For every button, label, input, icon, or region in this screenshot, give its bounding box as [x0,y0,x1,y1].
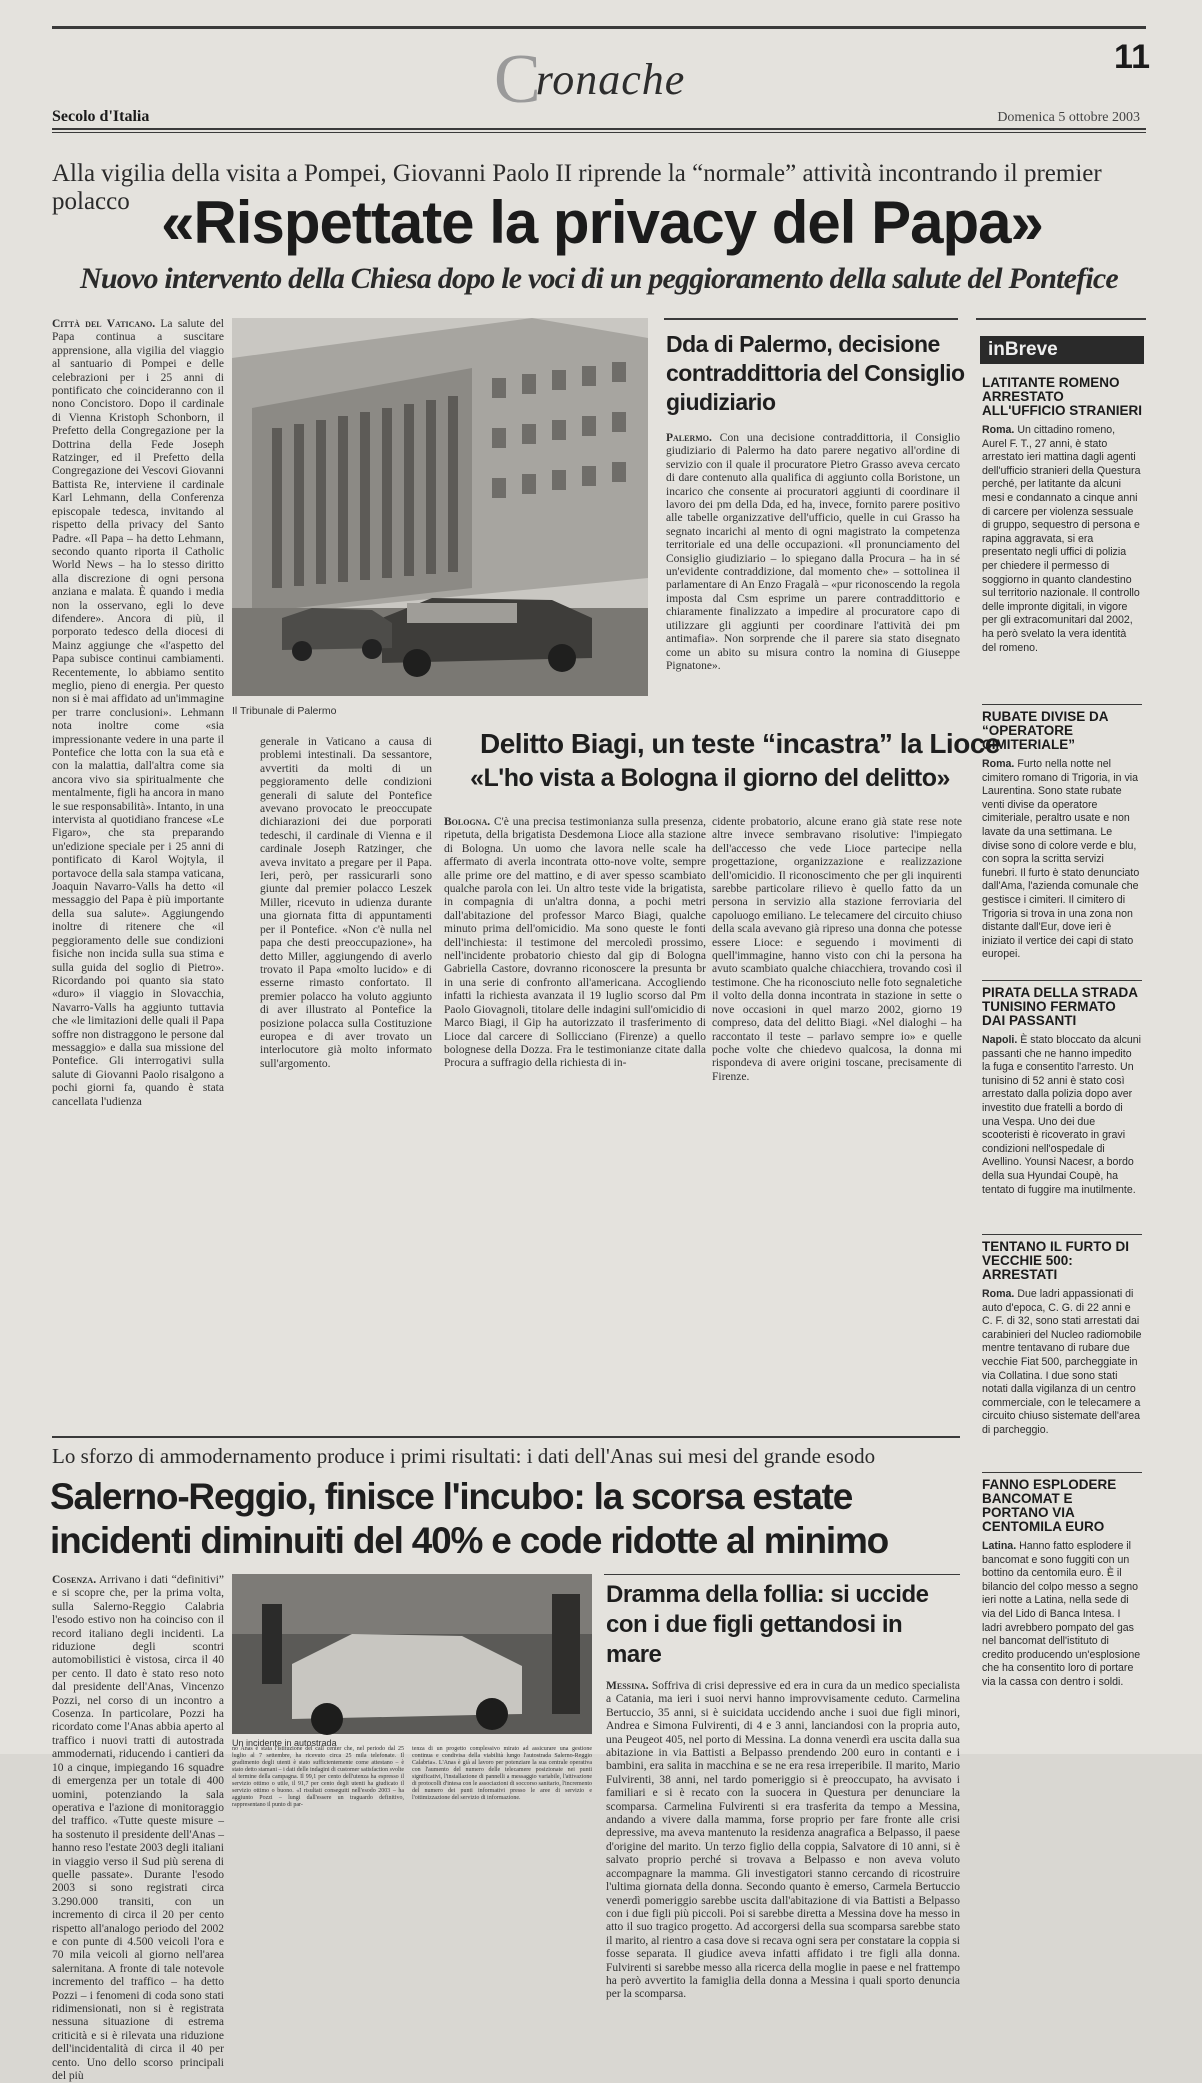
sidebar-item-body [982,1034,1142,1197]
salerno-kicker: Lo sforzo di ammodernamento produce i primi risultati: i dati dell'Anas sui mesi del grande esodo [52,1444,876,1468]
messina-dateline: Messina. [606,1680,649,1692]
top-story-body-2: generale in Vaticano a causa di problemi intestinali. Da sessantore, avvertiti da molti di un peggioramento delle condizioni generali di salute del Pontefice avevano provocato le preoccupate dichiarazioni dei due porporati tedeschi, il cardinale di Vienna e il cardinale Joseph Ratzinger, che aveva invitato a pregare per il Papa. Ieri, però, per rassicurarli sono giunte dal premier polacco Leszek Miller, ricevuto in udienza durante una giornata fitta di appuntamenti per il Pontefice. «Non c'è nulla nel papa che desti preoccupazione», ha detto Miller, aggiungendo di averlo trovato il Papa «molto lucido» e di esserne rimasto confortato. Il premier polacco ha voluto aggiunto di aver illustrato al Pontefice la posizione polacca sulla Costituzione europea e di aver trovato un interlocutore già molto informato sull'argomento. [260,736,432,1070]
palermo-body-text: Con una decisione contraddittoria, il Consiglio giudiziario di Palermo ha dato parere negativo all'ordine di servizio con il quale il procuratore Pietro Grasso aveva cercato di dare contenuto alla qualifica di aggiunto colla Boristone, un incarico che consente ai procuratori aggiunti di coordinare il lavoro dei pm della Dda, ed ha, invece, fornito parere positivo alle tabelle organizzative dell'ufficio, quelle in cui Grasso ha segnato incarichi al mento di ogni magistrato la competenza territoriale ed una delle occupazioni. «Il pronunciamento del Consiglio giudiziario – lo spiegano dalla Procura – ha in sé un'evidente contraddizione, dal momento che» – sottolinea il parlamentare di An Enzo Fragalà – «pur riconoscendo la regola imposta dal Csm esprime un parere contraddittorio e chiaramente finalizzato a impedire al procuratore capo di utilizzare gli aggiunti per coordinare l'attività dei pm antimafia». Non sorprende che il parere sia stato disegnato come un abito su misura contro la nomina di Giuseppe Pignatone». [666,432,961,672]
top-story-dateline: Città del Vaticano. [52,318,156,330]
sidebar-item-body [982,758,1142,962]
palermo-body [666,432,960,702]
top-rule [52,26,1146,29]
sidebar-item-1 [982,376,1142,696]
car-crash-illustration [232,1574,592,1734]
section-title [494,40,685,120]
sidebar-item-text: Due ladri appassionati di auto d'epoca, C. G. di 22 anni e C. F. di 32, sono stati arrestati dai carabinieri del Nucleo radiomobile mentre tentavano di rubare due vecchie Fiat 500, parcheggiate in via Collatina. I due sono stati notati dalla vigilanza di un centro commerciale, con le telecamere a circuito chiuso sistemate dell'area di parcheggio. [982,1288,1142,1436]
sidebar-item-2 [982,710,1142,970]
header-rule [52,128,1146,130]
messina-headline: Dramma della follia: si uccide con i due figli gettandosi in mare [606,1581,929,1668]
salerno-column-3 [412,1746,592,1801]
photo-tribunale-caption: Il Tribunale di Palermo [232,705,337,717]
photo-incidente [232,1574,592,1734]
sidebar-item-5 [982,1478,1142,1740]
photo-incidente-caption: Un incidente in autostrada [232,1738,337,1748]
salerno-column-1 [52,1574,224,2083]
sidebar-item-lead: Latina. [982,1540,1017,1552]
top-story-column-2 [260,736,432,1426]
salerno-body-3: tenza di un progetto complessivo mirato ad assicurare una gestione continua e condivisa della viabilità lungo l'autostrada Salerno-Reggio Calabria». L'Anas è già al lavoro per potenziare la sua centrale operativa con l'aumento del numero delle telecamere posizionate nei punti significativi, l'installazione di pannelli a messaggio variabile, l'attivazione di protocolli d'intesa con le associazioni di soccorso sanitario, l'incremento del numero dei punti informativi presso le aree di servizio e l'ottimizzazione del servizio di informazione. [412,1746,592,1801]
biagi-headline-2: «L'ho vista a Bologna il giorno del delitto» [470,764,950,792]
sidebar-item-text: Un cittadino romeno, Aurel F. T., 27 anni, è stato arrestato ieri mattina dagli agenti dell'ufficio stranieri della Questura perché, per latitante da alcuni mesi e condannato a cinque anni di carcere per violenza sessuale di gruppo, sequestro di persona e rapina aggravata, si era presentato negli uffici di polizia per chiedere il permesso di soggiorno in quanto clandestino sul territorio nazionale. Il controllo delle impronte digitali, in vigore per gli extracomunitari dal 2002, ha però svelato la vera identità del romeno. [982,424,1141,654]
sidebar-item-4 [982,1240,1142,1466]
sidebar-item-text: Hanno fatto esplodere il bancomat e sono fuggiti con un bottino da centomila euro. È il bilancio del colpo messo a segno ieri notte a Latina, nella sede di via del Lido di Banca Intesa. I ladri avrebbero pompato del gas nel bancomat dell'istituto di credito producendo un'esplosione che ha consentito loro di portare via la cassa con dentro i soldi. [982,1540,1141,1688]
top-story-column-1 [52,318,224,1426]
salerno-headline-2: incidenti diminuiti del 40% e code ridotte al minimo [50,1520,889,1561]
photo-tribunale [232,318,648,696]
biagi-dateline: Bologna. [444,816,491,828]
section-title-initial: C [494,41,542,118]
salerno-body-1: Arrivano i dati “definitivi” e si scopre che, per la prima volta, sulla Salerno-Reggio Calabria l'esodo estivo non ha coinciso con il record italiano degli incidenti. La riduzione degli scontri automobilistici è vistosa, circa il 40 per cento. Il dato è stato reso noto dal presidente dell'Anas, Vincenzo Pozzi, nel corso di un incontro a Cosenza. In particolare, Pozzi ha ricordato come l'Anas abbia aperto al traffico i nuovi tratti di autostrada ammodernati, riducendo i cantieri da 10 a cinque, impiegando 16 squadre di emergenza per un totale di 400 uomini, potenziando la sala operativa e l'azione di monitoraggio del traffico. «Tutte queste misure – ha sostenuto il presidente dell'Anas – hanno reso l'estate 2003 degli italiani in viaggio verso il Sud più serena di quelle passate». Durante l'esodo 2003 si sono registrati circa 3.290.000 transiti, con un incremento di circa il 20 per cento rispetto all'analogo periodo del 2002 e con punte di 4.500 veicoli l'ora e 70 mila veicoli al giorno nell'area salernitana. A fronte di tale notevole incremento del traffico – ha detto Pozzi – i fenomeni di coda sono stati ridimensionati, non si è registrata nessuna situazione di estrema criticità e si è rilevata una riduzione dell'incidentalità di circa il 40 per cento. Uno dello scorso principali del più [52,1574,224,2083]
messina-body [606,1680,960,2001]
salerno-headline-1: Salerno-Reggio, finisce l'incubo: la scorsa estate [50,1476,853,1517]
sidebar-item-lead: Roma. [982,1288,1015,1300]
salerno-column-2 [232,1746,404,1808]
sidebar-item-title: LATITANTE ROMENO ARRESTATO ALL'UFFICIO STRANIERI [982,375,1142,418]
sidebar-item-text: È stato bloccato da alcuni passanti che ne hanno impedito la fuga e consentito l'arresto. Un tunisino di 52 anni è stato così arrestato dalla polizia dopo aver investito due fratelli a bordo di una Vespa. Uno dei due scooteristi è ricoverato in gravi condizioni nell'ospedale di Avellino. Younsi Nacesr, a bordo della sua Hyundai Coupè, ha tentato di fuggire ma inutilmente. [982,1034,1142,1196]
palermo-top-rule [664,318,958,320]
sidebar-divider [982,980,1142,981]
sidebar-item-lead: Roma. [982,758,1015,770]
messina-top-rule [604,1574,960,1575]
sidebar-item-3 [982,986,1142,1226]
sidebar-divider [982,1472,1142,1473]
biagi-column-2 [712,816,962,1426]
palermo-headline: Dda di Palermo, decisione contraddittoria del Consiglio giudiziario [666,331,965,415]
sidebar-item-title: TENTANO IL FURTO DI VECCHIE 500: ARRESTATI [982,1239,1129,1282]
salerno-body-2: no Anas è stata l'istituzione del call center che, nel periodo dal 25 luglio al 7 settembre, ha ricevuto circa 25 mila telefonate. Il gradimento degli utenti è stato sufficientemente come attestano – è stato detto stamani – i dati delle indagini di customer satisfaction svolte al termine della campagna. Il 99,1 per cento dell'utenza ha espresso il servizio ottimo o utile, il 91,7 per cento degli utenti ha giudicato il servizio ottimo o buono. «I risultati conseguiti nell'esodo 2003 – ha aggiunto Pozzi – lungi dall'essere un traguardo definitivo, rappresentano il punto di par- [232,1746,404,1808]
top-story-subheadline: Nuovo intervento della Chiesa dopo le voci di un peggioramento della salute del Pontefice [80,262,1118,295]
tribunale-building-illustration [232,318,648,696]
sidebar-divider [982,1234,1142,1235]
sidebar-item-lead: Roma. [982,424,1015,436]
section-title-rest: ronache [535,55,686,104]
masthead: Secolo d'Italia [52,108,150,125]
issue-date: Domenica 5 ottobre 2003 [997,110,1140,125]
top-story-body-1: La salute del Papa continua a suscitare apprensione, alla vigilia del viaggio al santuario di Pompei e delle celebrazioni per i 25 anni di pontificato che coincideranno con il nono Concistoro. Dopo il cardinale di Vienna Kristoph Schonborn, il Prefetto della Congregazione per la Dottrina della Fede Joseph Ratzinger, ed il Prefetto della Congregazione dei Vescovi Giovanni Battista Re, interviene il cardinale Karl Lehmann, della Conferenza episcopale tedesca, invitando al rispetto della privacy del Santo Padre. «Il Papa – ha detto Lehmann, secondo quanto riporta il Catholic World News – ha lo stesso diritto alla discrezione di ogni persona anziana e malata. È quando i media non la osservano, egli lo deve difendere». Ancora di più, il porporato tedesco della diocesi di Mainz aggiunge che «l'aspetto del Papa subisce continui cambiamenti. Recentemente, lo abbiamo sentito meglio, pieno di energia. Per questo non si è mai affidato ad un'immagine per trarre conclusioni». Lehmann nota inoltre come «sia impressionante vedere in una parte il Pontefice che lotta con la sua età e con la malattia, dall'altra come sia ancora vivo sia spiritualmente che mentalmente, figli ha ancora in mano le sue responsabilità». Intanto, in una intervista al quotidiano francese «Le Figaro», che sta preparando un'edizione speciale per i 25 anni di pontificato di Karol Wojtyla, il portavoce della sala stampa vaticana, Joaquin Navarro-Valls ha detto «il messaggio del Papa è più importante della sua salute». Aggiungendo inoltre di ritenere che «il peggioramento delle sue condizioni fisiche non incida sulla sua stima e sulla guida del soglio di Pietro». Ricordando poi quanto sia stato «duro» il viaggio in Slovacchia, Navarro-Valls ha aggiunto tuttavia che «le limitazioni delle quali il Papa soffre non distraggono le persone dal messaggio» e dalla sua missione del Pontefice. Gli interrogativi sulla salute di Giovanni Paolo risalgono a pochi giorni fa, quando è stata cancellata l'udienza [52,318,224,1108]
sidebar-item-title: RUBATE DIVISE DA “OPERATORE CIMITERIALE” [982,709,1109,752]
biagi-headline-1: Delitto Biagi, un teste “incastra” la Lioce [480,728,1000,759]
top-story-kicker: Alla vigilia della visita a Pompei, Giovanni Paolo II riprende la “normale” attività incontrando il premier polacco [52,160,1102,215]
sidebar-item-title: PIRATA DELLA STRADA TUNISINO FERMATO DAI PASSANTI [982,985,1138,1028]
in-breve-badge [980,336,1144,364]
sidebar-top-rule [976,318,1146,320]
sidebar-divider [982,704,1142,705]
biagi-column-1 [444,816,706,1426]
salerno-top-rule [52,1436,960,1438]
messina-body-text: Soffriva di crisi depressive ed era in cura da un medico specialista a Catania, ma ieri i suoi nervi hanno improvvisamente ceduto. Carmelina Bertuccio, 35 anni, si è suicidata uccidendo anche i suoi due figli minori, Andrea e Simona Fulvirenti, di 4 e 3 anni, lanciandosi con la propria auto, una Peugeot 405, nel porto di Messina. La donna venerdì era uscita dalla sua abitazione in via Battisti a Belpasso prendendo 200 euro in contanti e i bambini, era salita in macchina e se ne era resa irreperibile. Il marito, Mario Fulvirenti, 38 anni, nel tardo pomeriggio si è preoccupato, ha avvisato i familiari e si è recato con la suocera in Questura per denunciare la scomparsa. Carmelina Fulvirenti si era trasferita da tempo a Messina, andando a vivere dalla mamma, forse proprio per fare fronte alle crisi depressive, ma aveva mantenuto la residenza anagrafica a Belpasso, il paese d'origine del marito. Un terzo figlio della coppia, Salvatore di 10 anni, si è salvato proprio perché si trovava a Belpasso e non aveva voluto accompagnare la mamma. Gli investigatori stanno cercando di ricostruire l'ultima giornata della donna. Secondo quanto è emerso, Carmela Bertuccio venerdì pomeriggio sarebbe uscita dall'abitazione di via Battisti a Belpasso con i due figli più piccoli. Poi si sarebbe diretta a Messina dove ha messo in atto il suo tragico progetto. Ad accorgersi della sua scomparsa sarebbe stato il marito, al rientro a casa dove si recava ogni sera per constatare la coppia si fosse separata. Il giudice aveva infatti affidato i tre figli alla donna. Fulvirenti si sarebbe messo alla ricerca della moglie in paese e nel frattempo ha però avvertito la famiglia della donna a Messina i quali sporto denuncia per la scomparsa. [606,1680,960,2001]
sidebar-item-body [982,1540,1142,1690]
biagi-body-2: cidente probatorio, alcune erano già state rese note altre invece sembravano risolutive: l'impiegato dell'accesso che vede Lioce partecipe nella progettazione, organizzazione e realizzazione dell'omicidio. Il riconoscimento che per gli inquirenti sarebbe particolare rilievo è quello fatto da un persona in servizio alla stazione ferroviaria del capoluogo emiliano. Le telecamere del circuito chiuso della scala avevano già ripreso una donna che potesse essere Lioce: e seguendo i movimenti di quell'immagine, hanno visto con chi la persona ha avuto scambiato qualche chiacchiera, trovando così il testimone. Che ha riconosciuto nelle foto segnaletiche il volto della donna incontrata in stazione in sette o nove occasioni in quel marzo 2002, giorno 19 compreso, data del delitto Biagi. «Nel dialoghi – ha raccontato il teste – parlavo sempre io» e quelle poche volte che chiedevo qualcosa, la donna mi rispondeva di avere origini toscane, precisamente di Firenze. [712,816,962,1083]
sidebar-item-body [982,424,1142,655]
biagi-body-1: C'è una precisa testimonianza sulla presenza, ripetuta, della brigatista Desdemona Lioce alla stazione di Bologna. Un uomo che lavora nelle scale ha affermato di averla incontrata otto-nove volte, sempre alle prime ore del mattino, e di aver spesso scambiato qualche parola con lei. Un altro teste vide la brigatista, in compagnia di un'altra donna, a pochi metri dall'abitazione del professor Marco Biagi, qualche minuto prima dell'omicidio. Ma sono queste le fonti dell'inchiesta: il testimone del mercoledì prossimo, nell'incidente probatorio chiesto dal gip di Bologna Gabriella Castore, dovranno riconoscere la presunta br in una serie di confronto all'americana. Accogliendo infatti la richiesta avanzata il 19 luglio scorso dal Pm Paolo Giovagnoli, titolare delle indagini sull'omicidio di Marco Biagi, il Gip ha autorizzato il trasferimento di Lioce dal carcere di Sollicciano (Firenze) a quello bolognese della Dozza. Fra le testimonianze citate dalla Procura a suffragio della richiesta di in- [444,816,707,1070]
palermo-dateline: Palermo. [666,432,712,444]
sidebar-item-text: Furto nella notte nel cimitero romano di Trigoria, in via Laurentina. Sono state rubate venti divise da operatore cimiteriale, peraltro usate e non lavate da una settimana. Le divise sono di colore verde e blu, con sopra la scritta servizi funebri. Il furto è stato denunciato dall'Ama, l'azienda comunale che gestisce i cimiteri. Il cimitero di Trigoria si trova in una zona non distante dall'Eur, dove ieri è iniziato il vertice dei capi di stato europei. [982,758,1140,961]
sidebar-item-body [982,1288,1142,1438]
salerno-dateline: Cosenza. [52,1574,97,1586]
page-number: 11 [1114,38,1150,76]
header-rule-thin [52,132,1146,133]
sidebar-item-title: FANNO ESPLODERE BANCOMAT E PORTANO VIA CENTOMILA EURO [982,1477,1117,1534]
in-breve-label: inBreve [988,339,1058,360]
sidebar-item-lead: Napoli. [982,1034,1018,1046]
top-story-headline: «Rispettate la privacy del Papa» [161,189,1043,256]
